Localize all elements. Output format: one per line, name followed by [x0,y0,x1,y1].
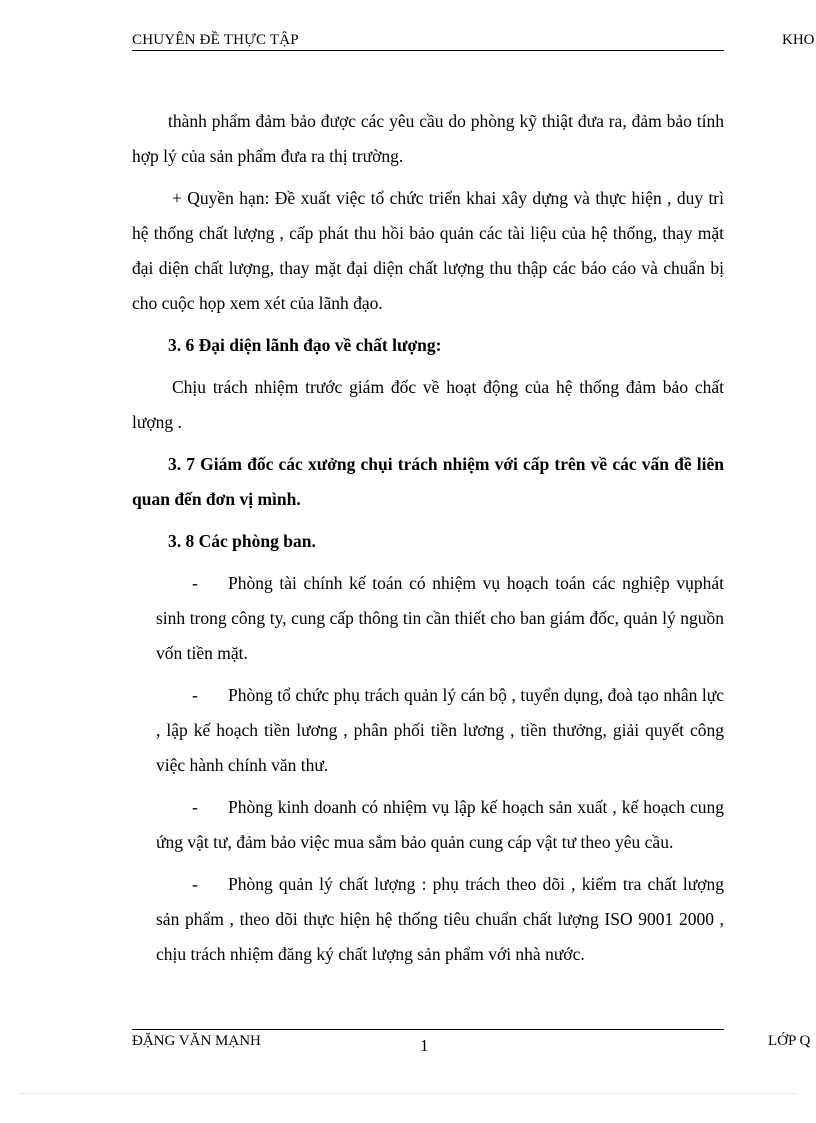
page-edge-divider [20,1093,796,1094]
header-rule [132,50,724,51]
bullet-dash: - [192,874,198,894]
paragraph-authority: + Quyền hạn: Đề xuất việc tổ chức triển khai xây dựng và thực hiện , duy trì hệ thống chất lượng , cấp phát thu hồi bảo quản các tài liệu của hệ thống, thay mặt đại diện chất lượng, thay mặt đại diện chất lượng thu thập các báo cáo và chuẩn bị cho cuộc họp xem xét của lãnh đạo. [132,188,724,313]
list-item [156,566,724,671]
list-item-text: Phòng tổ chức phụ trách quản lý cán bộ , tuyển dụng, đoà tạo nhân lực , lập kế hoạch tiền lương , phân phối tiền lương , tiền thưởng, giải quyết công việc hành chính văn thư. [156,685,724,775]
footer-rule [132,1029,724,1030]
footer-class: LỚP Q [768,1033,811,1049]
bullet-dash: - [192,797,198,817]
bullet-dash: - [192,685,198,705]
footer-author: ĐẶNG VĂN MẠNH [132,1033,261,1049]
list-item-text: Phòng tài chính kế toán có nhiệm vụ hoạch toán các nghiệp vụphát sinh trong công ty, cung cấp thông tin cần thiết cho ban giám đốc, quản lý nguồn vốn tiền mặt. [156,573,724,663]
page-body [132,104,724,979]
section-heading-3-7: 3. 7 Giám đốc các xưởng chụi trách nhiệm với cấp trên về các vấn đề liên quan đến đơn vị mình. [132,454,724,509]
paragraph-continuation: thành phẩm đảm bảo được các yêu cầu do phòng kỹ thiật đưa ra, đảm bảo tính hợp lý của sản phẩm đưa ra thị trường. [132,111,724,166]
header-title: CHUYÊN ĐỀ THỰC TẬP [132,32,299,48]
list-item [156,867,724,972]
header-right-text: KHO [782,32,815,48]
page-number: 1 [420,1036,429,1055]
section-heading-3-8: 3. 8 Các phòng ban. [168,531,316,551]
section-heading-3-6: 3. 6 Đại diện lãnh đạo về chất lượng: [168,335,442,355]
list-item [156,790,724,860]
bullet-dash: - [192,573,198,593]
list-item [156,678,724,783]
list-item-text: Phòng quản lý chất lượng : phụ trách theo dõi , kiểm tra chất lượng sản phẩm , theo dõi thực hiện hệ thống tiêu chuẩn chất lượng ISO 9001 2000 , chịu trách nhiệm đăng ký chất lượng sản phẩm với nhà nước. [156,874,724,964]
list-item-text: Phòng kinh doanh có nhiệm vụ lập kế hoạch sản xuất , kế hoạch cung ứng vật tư, đảm bảo việc mua sắm bảo quản cung cáp vật tư theo yêu cầu. [156,797,724,852]
paragraph-3-6: Chịu trách nhiệm trước giám đốc về hoạt động của hệ thống đảm bảo chất lượng . [132,377,724,432]
